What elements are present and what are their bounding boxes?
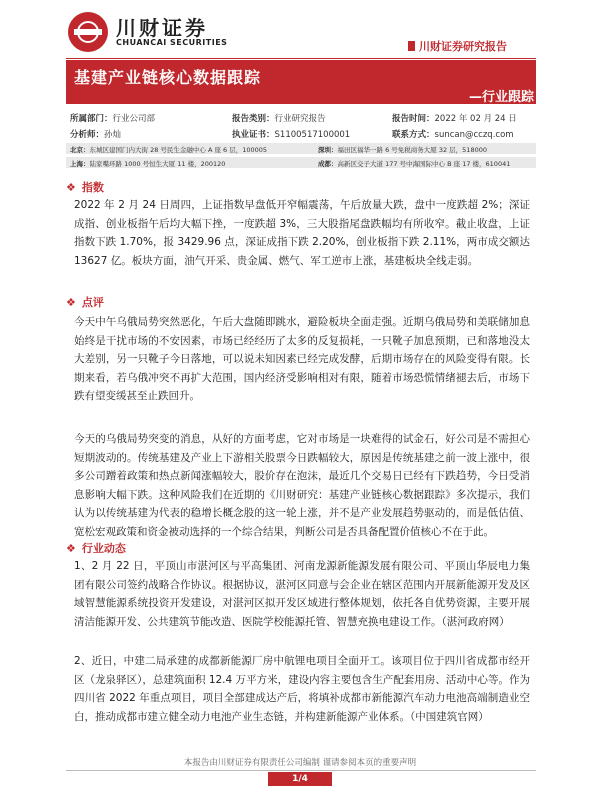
info-contact: 联系方式：suncan@cczq.com xyxy=(392,130,514,140)
section-index-text: 2022 年 2 月 24 日周四，上证指数早盘低开窄幅震荡，午后放量大跌，盘中一度跌超 2%；深证成指、创业板指午后均大幅下挫，一度跌超 3%，三大股指尾盘跌幅均有所收窄。截止收盘，上证指数下跌 1.70%，报 3429.96 点，深证成指下跌 2.20%，创业板指下跌 2.11%，两市成交额达 13627 亿。板块方面，油气开采、贵金属、燃气、军工逆市上涨，基建板块全线走弱。 xyxy=(74,199,530,267)
info-dept: 所属部门：行业公司部 xyxy=(70,114,156,124)
footer-disclaimer: 本报告由川财证券有限责任公司编制 谨请参阅本页的重要声明 xyxy=(183,758,417,768)
info-cert: 执业证书：S1100517100001 xyxy=(232,130,351,140)
info-analyst: 分析师：孙灿 xyxy=(70,130,122,140)
info-time: 报告时间：2022 年 02 月 24 日 xyxy=(392,114,517,124)
address-beijing: 北京：东城区建国门内大街 28 号民生金融中心 A 座 6 层，100005 xyxy=(70,146,268,154)
diamond-bullet-icon: ❖ xyxy=(66,181,76,194)
report-tag xyxy=(408,38,507,54)
diamond-bullet-icon: ❖ xyxy=(66,296,76,309)
address-chengdu: 成都：高新区交子大道 177 号中海国际中心 B 座 17 楼，610041 xyxy=(318,160,511,168)
address-shanghai: 上海：陆家嘴环路 1000 号恒生大厦 11 楼，200120 xyxy=(70,160,226,168)
page-title: 基建产业链核心数据跟踪 xyxy=(74,68,262,87)
brand-name-en: CHUANCAI SECURITIES xyxy=(116,38,228,47)
brand-name-cn: 川财证券 xyxy=(116,16,208,40)
header-divider xyxy=(66,58,536,59)
section-comment-para-1: 今天中午乌俄局势突然恶化，午后大盘随即跳水，避险板块全面走强。近期乌俄局势和美联储加息始终是干扰市场的不安因素，市场已经经历了太多的反复损耗，一只靴子加息预期，已和落地没太大差别，另一只靴子今日落地，可以说未知因素已经完成发酵，后期市场存在的风险变得有限。长期来看，若乌俄冲突不再扩大范围，国内经济受影响相对有限，随着市场恐慌情绪褪去后，市场下跌有望变缓甚至止跌回升。 xyxy=(74,316,530,403)
footer-divider xyxy=(66,770,536,771)
info-type: 报告类别：行业研究报告 xyxy=(232,114,326,124)
section-comment-heading: ❖ 点评 xyxy=(66,296,104,309)
news-item-1: 1、2 月 22 日，平顶山市湛河区与平高集团、河南龙源新能源发展有限公司、平顶山华辰电力集团有限公司签约战略合作协议。根据协议，湛河区同意与会企业在辖区范围内开展新能源开发及区域智慧能源系统投资开发建设，对湛河区拟开发区域进行整体规划，依托各自优势资源，主要开展清洁能源开发、公共建筑节能改造、医院学校能源托管、智慧充换电建设工作。（湛河政府网） xyxy=(74,560,530,628)
report-tag-label: 川财证券研究报告 xyxy=(419,40,507,53)
page-subtitle: —行业跟踪 xyxy=(468,90,534,105)
brand-logo xyxy=(68,12,108,52)
flag-icon xyxy=(408,41,415,51)
news-item-2: 2、近日，中建二局承建的成都新能源厂房中航锂电项目全面开工。该项目位于四川省成都市经开区（龙泉驿区），总建筑面积 12.4 万平方米，建设内容主要包含生产配套用房、活动中心等。作为四川省 2022 年重点项目，项目全部建成达产后，将填补成都市新能源汽车动力电池高端制造业空白，推动成都市建立健全动力电池产业生态链，并构建新能源产业体系。（中国建筑官网） xyxy=(74,655,530,723)
section-comment-para-2: 今天的乌俄局势突变的消息，从好的方面考虑，它对市场是一块难得的试金石，好公司是不需担心短期波动的。传统基建及产业上下游相关股票今日跌幅较大，原因是传统基建之前一波上涨中，很多公司蹭着政策和热点新闻涨幅较大，股价存在泡沫，最近几个交易日已经有下跌趋势，今日受消息影响大幅下跌。这种风险我们在近期的《川财研究：基建产业链核心数据跟踪》多次提示，我们认为以传统基建为代表的稳增长概念股的这一轮上涨，并不是产业发展趋势驱动的，而是低估值、宽松宏观政策和资金被动选择的一个综合结果，判断公司是否具备配置价值核心不在于此。 xyxy=(74,433,530,538)
address-shenzhen: 深圳：福田区福华一路 6 号免税商务大厦 32 层，518000 xyxy=(318,146,487,154)
section-index-heading: ❖ 指数 xyxy=(66,181,104,194)
page-number: 1/4 xyxy=(268,772,332,786)
diamond-bullet-icon: ❖ xyxy=(66,542,76,555)
section-news-heading: ❖ 行业动态 xyxy=(66,542,126,555)
